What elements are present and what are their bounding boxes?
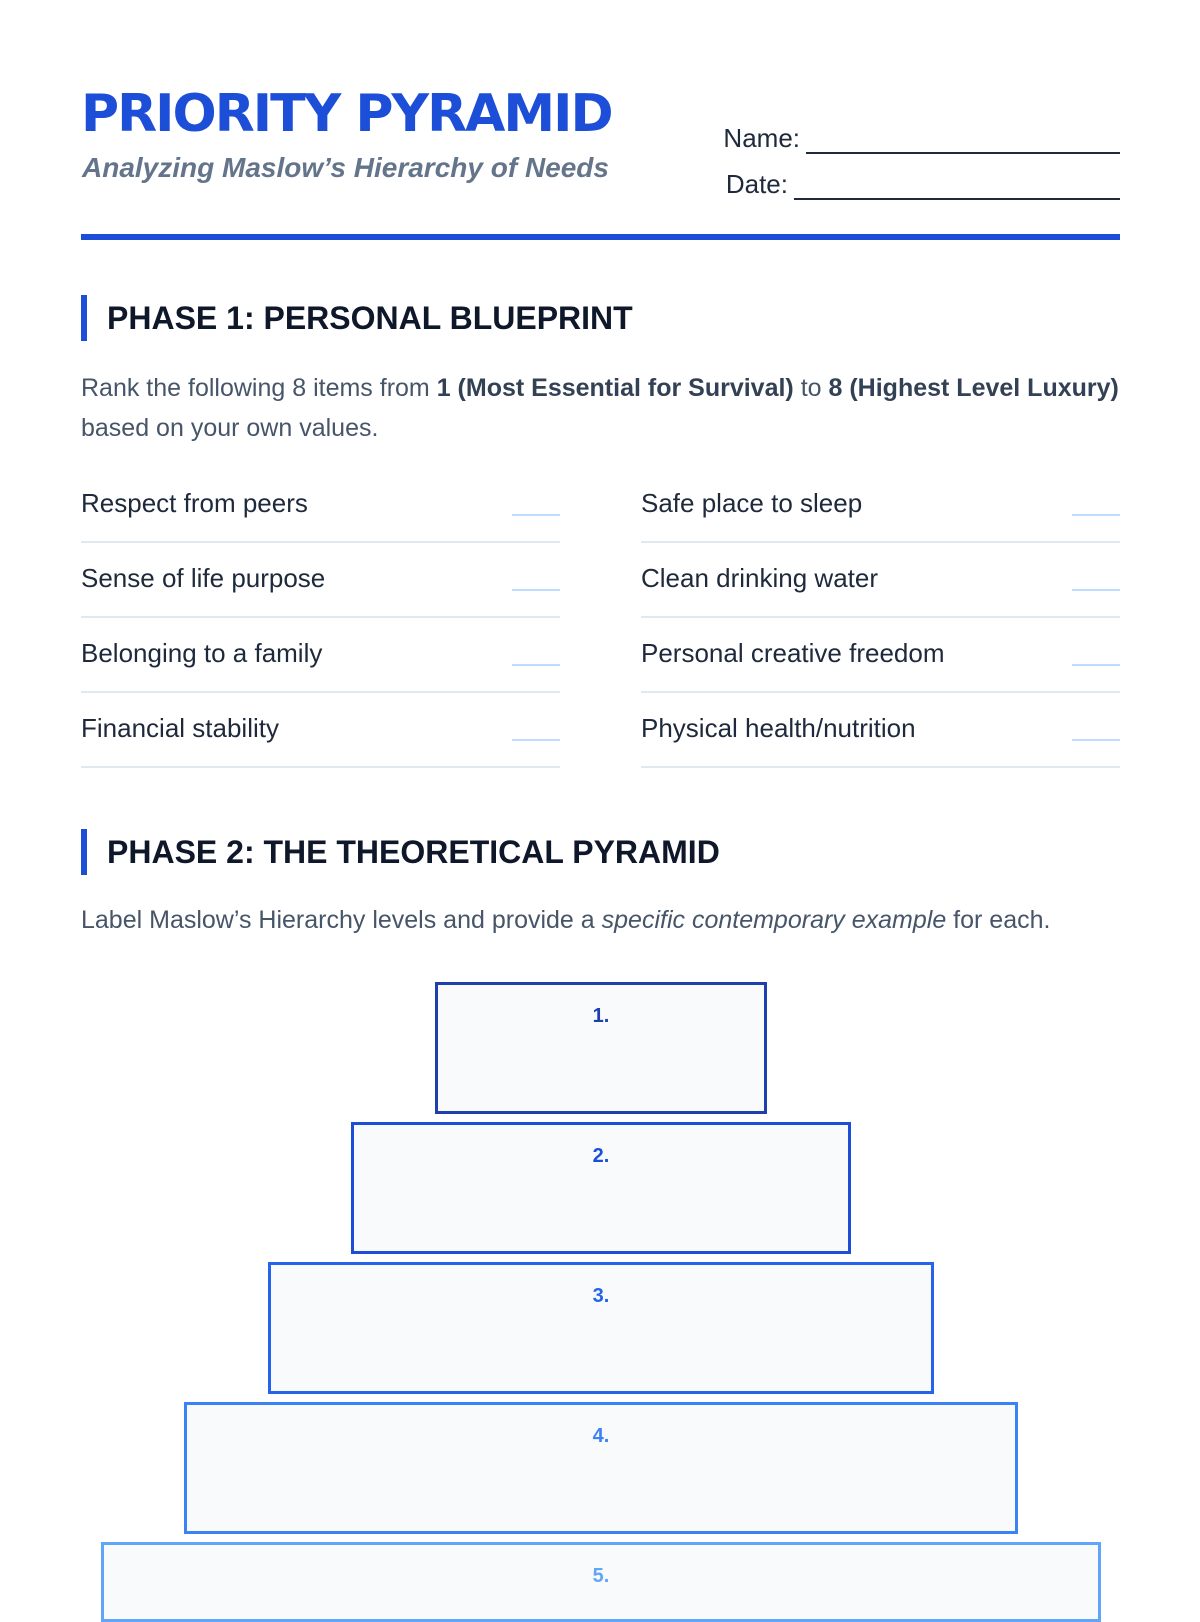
- name-label: Name:: [723, 123, 800, 153]
- pyramid-tier-1[interactable]: [435, 982, 767, 1114]
- tier-number: 1.: [592, 1005, 610, 1027]
- page-title: PRIORITY PYRAMID: [81, 84, 612, 144]
- instr-text: based on your own values.: [81, 414, 379, 442]
- tier-number: 4.: [592, 1425, 610, 1447]
- instr-bold: 1 (Most Essential for Survival): [436, 374, 794, 402]
- rank-item-label: Financial stability: [81, 713, 279, 743]
- instr-bold: 8 (Highest Level Luxury): [828, 374, 1119, 402]
- rank-item-label: Safe place to sleep: [641, 488, 863, 518]
- instr-italic: specific contemporary example: [601, 906, 947, 934]
- tier-number: 3.: [592, 1285, 610, 1307]
- phase1-title: PHASE 1: PERSONAL BLUEPRINT: [107, 299, 633, 336]
- tier-number: 2.: [592, 1145, 610, 1167]
- pyramid-tier-5[interactable]: [101, 1542, 1101, 1622]
- rank-item-label: Physical health/nutrition: [641, 713, 916, 743]
- page-subtitle: Analyzing Maslow’s Hierarchy of Needs: [82, 152, 609, 183]
- phase2-title: PHASE 2: THE THEORETICAL PYRAMID: [107, 833, 720, 870]
- instr-text: to: [793, 374, 829, 402]
- instr-text: Rank the following 8 items from: [81, 374, 437, 402]
- rank-item-label: Personal creative freedom: [641, 638, 945, 668]
- tier-number: 5.: [592, 1565, 610, 1587]
- rank-item-label: Sense of life purpose: [81, 563, 326, 593]
- instr-text: for each.: [946, 906, 1051, 934]
- pyramid-tier-3[interactable]: [268, 1262, 934, 1394]
- pyramid-tier-4[interactable]: [184, 1402, 1018, 1534]
- rank-item-label: Belonging to a family: [81, 638, 323, 668]
- instr-text: Label Maslow’s Hierarchy levels and provide a: [81, 906, 602, 934]
- rank-item-label: Respect from peers: [81, 488, 308, 518]
- pyramid-tier-2[interactable]: [351, 1122, 851, 1254]
- rank-item-label: Clean drinking water: [641, 563, 879, 593]
- date-label: Date:: [725, 169, 788, 199]
